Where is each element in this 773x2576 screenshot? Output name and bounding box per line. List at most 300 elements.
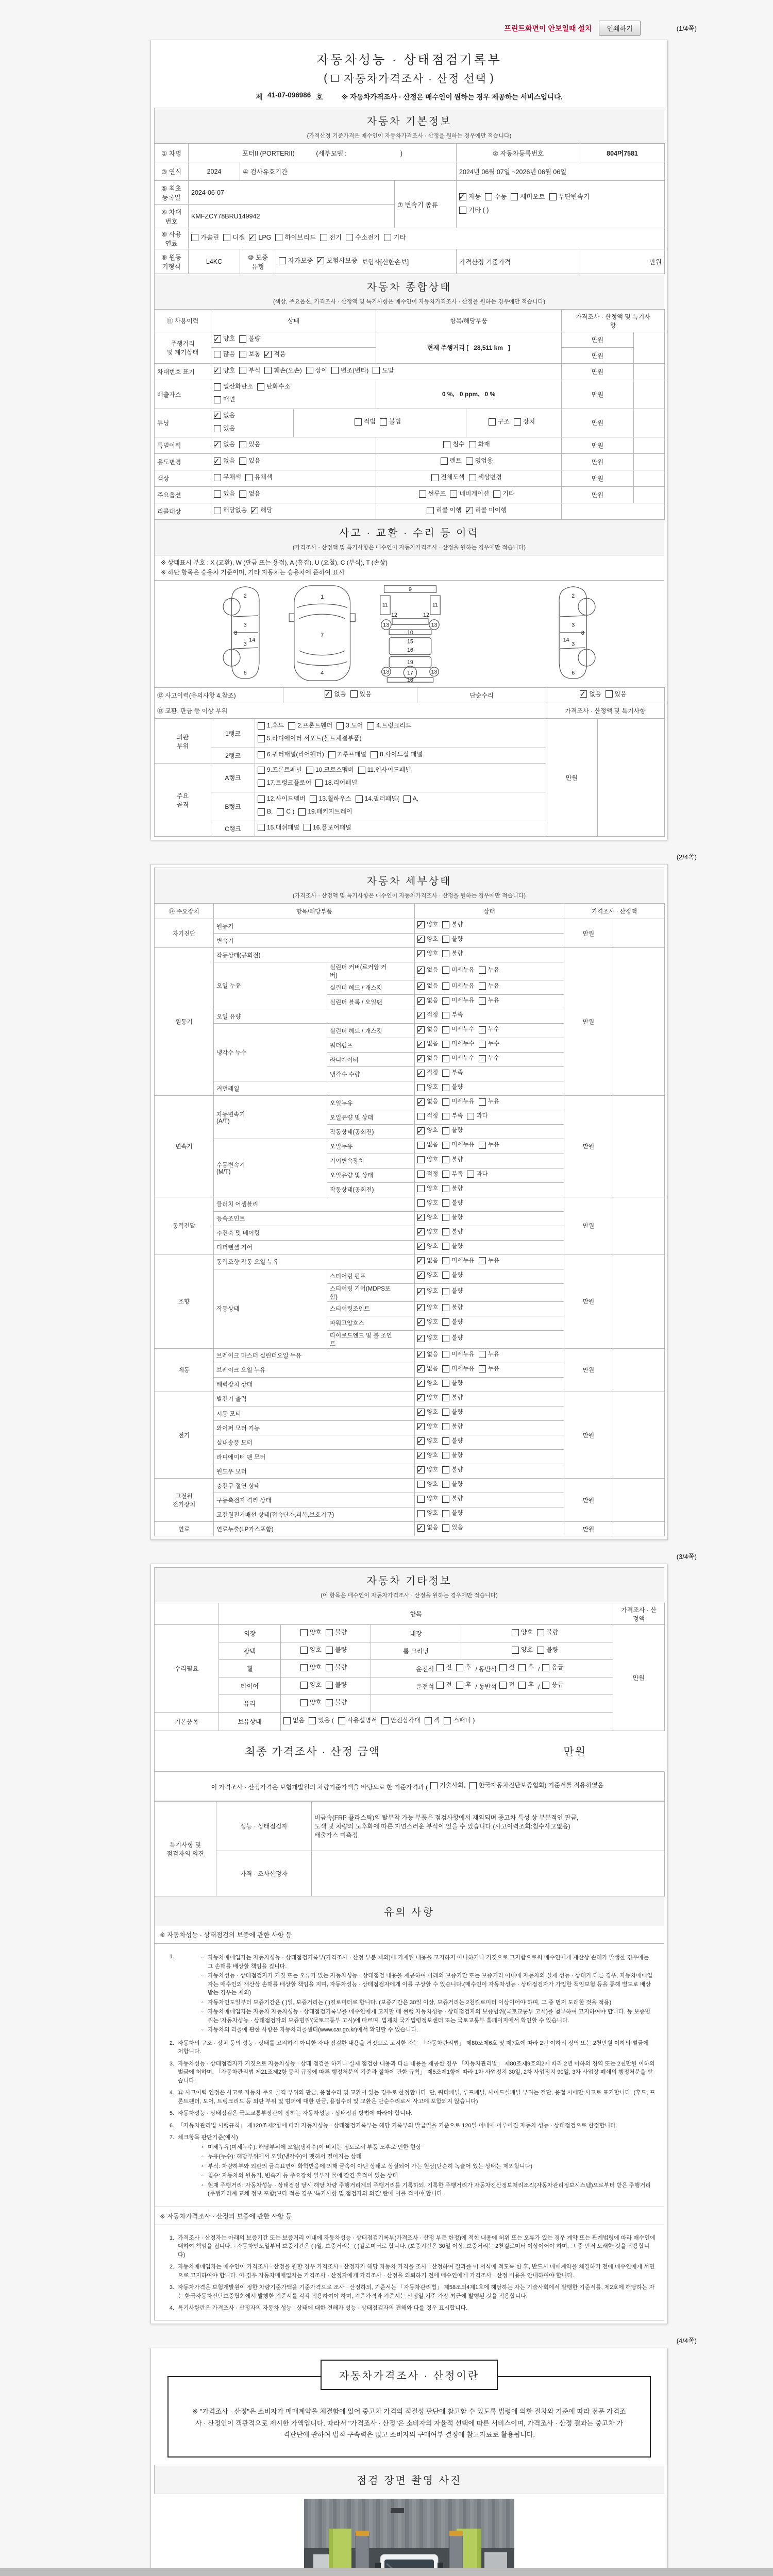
checkbox-option[interactable]: [479, 1053, 499, 1064]
checkbox-option[interactable]: [456, 1662, 472, 1673]
checkbox[interactable]: [346, 234, 353, 241]
checkbox-checked[interactable]: [417, 1257, 425, 1264]
checkbox[interactable]: [417, 1496, 425, 1503]
checkbox[interactable]: [258, 808, 265, 816]
checkbox[interactable]: [442, 1055, 449, 1062]
checkbox[interactable]: [442, 997, 449, 1005]
checkbox-option[interactable]: [459, 191, 481, 203]
checkbox[interactable]: [300, 1682, 308, 1689]
checkbox-option[interactable]: [537, 1627, 558, 1638]
checkbox-option[interactable]: [442, 1317, 463, 1328]
checkbox-option[interactable]: [442, 1522, 463, 1533]
checkbox-option[interactable]: [427, 505, 462, 516]
checkbox[interactable]: [306, 767, 313, 774]
checkbox-option[interactable]: [417, 1286, 438, 1297]
checkbox[interactable]: [479, 1098, 486, 1106]
checkbox-option[interactable]: [380, 416, 401, 428]
checkbox-option[interactable]: [442, 1494, 463, 1504]
checkbox[interactable]: [239, 490, 246, 498]
checkbox-option[interactable]: [430, 1780, 465, 1791]
checkbox-option[interactable]: [191, 232, 219, 244]
checkbox-option[interactable]: [417, 1317, 438, 1328]
checkbox-option[interactable]: [381, 1715, 421, 1726]
checkbox-checked[interactable]: [417, 1012, 425, 1019]
checkbox[interactable]: [306, 367, 313, 374]
checkbox-option[interactable]: [425, 1715, 440, 1726]
checkbox-option[interactable]: [479, 1349, 499, 1360]
checkbox[interactable]: [442, 1365, 449, 1372]
checkbox-option[interactable]: [442, 1256, 474, 1266]
checkbox[interactable]: [442, 1171, 449, 1178]
checkbox-option[interactable]: [442, 1096, 474, 1107]
checkbox-option[interactable]: [479, 1024, 499, 1035]
checkbox-option[interactable]: [214, 505, 247, 516]
checkbox-checked[interactable]: [417, 997, 425, 1005]
checkbox-option[interactable]: [442, 1155, 463, 1165]
checkbox-option[interactable]: [367, 720, 411, 732]
checkbox[interactable]: [214, 425, 221, 432]
checkbox-option[interactable]: [542, 1662, 563, 1673]
checkbox[interactable]: [442, 1437, 449, 1445]
checkbox-option[interactable]: [417, 1010, 438, 1021]
checkbox-checked[interactable]: [417, 982, 425, 990]
checkbox-option[interactable]: [417, 1479, 438, 1490]
price-select-checkbox[interactable]: [331, 75, 339, 82]
checkbox[interactable]: [442, 1510, 449, 1517]
checkbox-option[interactable]: [417, 1053, 438, 1064]
checkbox-option[interactable]: [499, 1662, 515, 1673]
checkbox-option[interactable]: [417, 1378, 438, 1389]
checkbox-option[interactable]: [417, 1096, 438, 1107]
checkbox-option[interactable]: [338, 1715, 377, 1726]
checkbox-checked[interactable]: [214, 457, 221, 465]
checkbox[interactable]: [518, 1682, 526, 1689]
checkbox-option[interactable]: [442, 1169, 463, 1180]
checkbox[interactable]: [436, 1682, 444, 1689]
checkbox-option[interactable]: [479, 1364, 499, 1375]
checkbox-checked[interactable]: [417, 1335, 425, 1342]
checkbox-checked[interactable]: [417, 921, 425, 928]
checkbox-option[interactable]: [346, 232, 380, 244]
checkbox[interactable]: [442, 1127, 449, 1134]
checkbox[interactable]: [430, 1782, 438, 1789]
checkbox-checked[interactable]: [264, 351, 272, 358]
checkbox-option[interactable]: [580, 689, 601, 700]
checkbox[interactable]: [320, 234, 327, 241]
checkbox[interactable]: [214, 351, 221, 358]
checkbox-option[interactable]: [479, 1039, 499, 1049]
checkbox-option[interactable]: [214, 394, 235, 405]
checkbox-checked[interactable]: [417, 950, 425, 957]
checkbox-option[interactable]: [417, 1465, 438, 1476]
checkbox-option[interactable]: [310, 793, 351, 805]
checkbox-option[interactable]: [442, 1450, 463, 1461]
checkbox-option[interactable]: [258, 733, 362, 744]
checkbox-option[interactable]: [384, 232, 406, 244]
checkbox-option[interactable]: [214, 423, 235, 434]
checkbox[interactable]: [326, 1682, 333, 1689]
checkbox-checked[interactable]: [417, 1304, 425, 1311]
checkbox-option[interactable]: [258, 777, 311, 789]
checkbox[interactable]: [514, 418, 521, 426]
checkbox-option[interactable]: [417, 1270, 438, 1281]
checkbox-option[interactable]: [264, 349, 285, 360]
checkbox[interactable]: [469, 1782, 477, 1789]
checkbox[interactable]: [258, 779, 265, 787]
checkbox-option[interactable]: [512, 1627, 533, 1638]
checkbox[interactable]: [427, 507, 434, 514]
checkbox[interactable]: [380, 418, 387, 426]
checkbox[interactable]: [542, 1664, 549, 1671]
checkbox-option[interactable]: [214, 439, 235, 450]
checkbox[interactable]: [310, 795, 317, 803]
checkbox-option[interactable]: [264, 365, 301, 377]
checkbox-option[interactable]: [417, 1039, 438, 1049]
checkbox-option[interactable]: [214, 333, 235, 345]
checkbox[interactable]: [442, 1012, 449, 1019]
checkbox-option[interactable]: [549, 191, 590, 203]
checkbox-option[interactable]: [442, 934, 463, 945]
checkbox-option[interactable]: [469, 472, 502, 483]
checkbox[interactable]: [459, 207, 466, 214]
checkbox[interactable]: [417, 1199, 425, 1207]
checkbox[interactable]: [315, 779, 323, 787]
checkbox[interactable]: [239, 457, 246, 465]
checkbox-option[interactable]: [417, 965, 438, 976]
checkbox-option[interactable]: [442, 1039, 474, 1049]
checkbox-option[interactable]: [417, 1364, 438, 1375]
print-button[interactable]: 인쇄하기: [599, 21, 640, 36]
checkbox[interactable]: [300, 1647, 308, 1654]
checkbox-option[interactable]: [443, 439, 464, 450]
checkbox[interactable]: [450, 490, 457, 498]
checkbox[interactable]: [275, 234, 282, 241]
checkbox[interactable]: [417, 1142, 425, 1149]
checkbox-checked[interactable]: [251, 507, 258, 514]
checkbox-option[interactable]: [355, 416, 376, 428]
checkbox-option[interactable]: [479, 1256, 499, 1266]
checkbox[interactable]: [442, 982, 449, 990]
checkbox-checked[interactable]: [417, 1380, 425, 1387]
checkbox-option[interactable]: [258, 806, 273, 818]
checkbox-checked[interactable]: [417, 1070, 425, 1077]
checkbox-option[interactable]: [417, 1302, 438, 1313]
checkbox-option[interactable]: [249, 232, 271, 244]
checkbox-option[interactable]: [283, 1715, 305, 1726]
checkbox-option[interactable]: [239, 349, 260, 360]
checkbox-option[interactable]: [442, 1393, 463, 1403]
checkbox[interactable]: [442, 1394, 449, 1401]
checkbox-option[interactable]: [485, 191, 507, 203]
checkbox[interactable]: [300, 1664, 308, 1671]
checkbox[interactable]: [442, 1496, 449, 1503]
checkbox-option[interactable]: [606, 689, 627, 700]
checkbox-option[interactable]: [419, 488, 446, 500]
checkbox-option[interactable]: [315, 777, 357, 789]
checkbox-option[interactable]: [417, 1494, 438, 1504]
checkbox[interactable]: [257, 383, 264, 391]
checkbox-option[interactable]: [417, 1169, 438, 1180]
checkbox-option[interactable]: [442, 1364, 474, 1375]
checkbox[interactable]: [214, 396, 221, 403]
checkbox[interactable]: [326, 1647, 333, 1654]
checkbox[interactable]: [309, 1717, 316, 1724]
checkbox[interactable]: [436, 1664, 444, 1671]
checkbox[interactable]: [479, 1026, 486, 1033]
checkbox-option[interactable]: [442, 1198, 463, 1209]
checkbox-option[interactable]: [442, 1436, 463, 1447]
print-install-link[interactable]: 프린트화면이 안보일때 설치: [504, 24, 592, 32]
checkbox[interactable]: [367, 722, 374, 730]
checkbox[interactable]: [191, 234, 198, 241]
checkbox-option[interactable]: [518, 1662, 534, 1673]
checkbox[interactable]: [442, 967, 449, 974]
checkbox-option[interactable]: [442, 1479, 463, 1490]
checkbox[interactable]: [442, 1026, 449, 1033]
checkbox[interactable]: [442, 1466, 449, 1473]
checkbox-checked[interactable]: [417, 1026, 425, 1033]
checkbox[interactable]: [442, 1098, 449, 1106]
checkbox-checked[interactable]: [417, 1452, 425, 1459]
checkbox-option[interactable]: [317, 255, 357, 267]
checkbox[interactable]: [518, 1664, 526, 1671]
checkbox-checked[interactable]: [417, 936, 425, 943]
checkbox-option[interactable]: [417, 995, 438, 1006]
checkbox-option[interactable]: [537, 1645, 558, 1656]
checkbox[interactable]: [479, 1055, 486, 1062]
checkbox[interactable]: [442, 921, 449, 928]
checkbox-option[interactable]: [337, 720, 363, 732]
checkbox-option[interactable]: [239, 488, 260, 500]
checkbox-checked[interactable]: [249, 234, 256, 241]
checkbox[interactable]: [442, 1318, 449, 1326]
checkbox[interactable]: [442, 1380, 449, 1387]
checkbox[interactable]: [298, 808, 306, 816]
checkbox[interactable]: [326, 1699, 333, 1706]
checkbox[interactable]: [479, 1041, 486, 1048]
checkbox-option[interactable]: [442, 1421, 463, 1432]
checkbox-checked[interactable]: [417, 1365, 425, 1372]
checkbox-option[interactable]: [442, 965, 474, 976]
checkbox-option[interactable]: [258, 793, 306, 805]
checkbox-option[interactable]: [417, 1155, 438, 1165]
checkbox[interactable]: [356, 795, 363, 803]
checkbox-checked[interactable]: [580, 690, 587, 698]
checkbox-checked[interactable]: [214, 335, 221, 343]
checkbox-option[interactable]: [466, 505, 507, 516]
checkbox[interactable]: [442, 1070, 449, 1077]
checkbox-option[interactable]: [223, 232, 245, 244]
checkbox-option[interactable]: [417, 1256, 438, 1266]
checkbox-option[interactable]: [417, 1508, 438, 1519]
checkbox[interactable]: [606, 690, 613, 698]
checkbox[interactable]: [442, 1481, 449, 1488]
checkbox-option[interactable]: [239, 455, 260, 467]
checkbox[interactable]: [469, 441, 476, 448]
checkbox-option[interactable]: [356, 793, 399, 805]
checkbox[interactable]: [442, 1304, 449, 1311]
checkbox-option[interactable]: [417, 1450, 438, 1461]
checkbox-option[interactable]: [417, 981, 438, 992]
checkbox-checked[interactable]: [417, 1524, 425, 1532]
checkbox[interactable]: [371, 751, 378, 758]
checkbox[interactable]: [442, 1335, 449, 1342]
checkbox[interactable]: [355, 418, 362, 426]
checkbox-checked[interactable]: [417, 1409, 425, 1416]
checkbox-option[interactable]: [373, 365, 394, 377]
checkbox[interactable]: [288, 722, 295, 730]
checkbox[interactable]: [384, 234, 391, 241]
checkbox-option[interactable]: [214, 381, 253, 393]
checkbox-option[interactable]: [326, 1627, 347, 1638]
checkbox[interactable]: [328, 751, 335, 758]
checkbox-option[interactable]: [518, 1680, 534, 1691]
checkbox-option[interactable]: [304, 822, 351, 834]
checkbox-checked[interactable]: [417, 1466, 425, 1473]
checkbox-checked[interactable]: [417, 1055, 425, 1062]
checkbox-option[interactable]: [456, 1680, 472, 1691]
checkbox-option[interactable]: [258, 749, 324, 760]
checkbox[interactable]: [442, 1199, 449, 1207]
checkbox-checked[interactable]: [459, 193, 466, 200]
checkbox-option[interactable]: [300, 1697, 322, 1708]
checkbox-option[interactable]: [371, 749, 423, 760]
checkbox[interactable]: [214, 474, 221, 481]
checkbox-option[interactable]: [442, 1333, 463, 1344]
checkbox[interactable]: [479, 1351, 486, 1358]
checkbox[interactable]: [442, 1272, 449, 1279]
checkbox[interactable]: [444, 1717, 451, 1724]
checkbox[interactable]: [469, 474, 476, 481]
checkbox-checked[interactable]: [325, 690, 332, 698]
checkbox-option[interactable]: [350, 689, 372, 700]
checkbox-option[interactable]: [358, 765, 411, 776]
checkbox-option[interactable]: [511, 191, 545, 203]
checkbox[interactable]: [350, 690, 358, 698]
checkbox-option[interactable]: [417, 1198, 438, 1209]
checkbox[interactable]: [441, 457, 448, 465]
checkbox-option[interactable]: [442, 1140, 474, 1150]
checkbox[interactable]: [479, 997, 486, 1005]
checkbox-checked[interactable]: [214, 412, 221, 419]
checkbox[interactable]: [258, 751, 265, 758]
checkbox-option[interactable]: [442, 920, 463, 930]
checkbox-option[interactable]: [404, 793, 418, 805]
checkbox[interactable]: [258, 795, 265, 803]
checkbox-option[interactable]: [300, 1645, 322, 1656]
checkbox-checked[interactable]: [417, 967, 425, 974]
checkbox-option[interactable]: [417, 1349, 438, 1360]
checkbox[interactable]: [442, 1452, 449, 1459]
checkbox-option[interactable]: [442, 995, 474, 1006]
checkbox-option[interactable]: [417, 1241, 438, 1252]
checkbox-option[interactable]: [442, 981, 474, 992]
checkbox-option[interactable]: [467, 1169, 488, 1180]
checkbox-option[interactable]: [326, 1662, 347, 1673]
checkbox-option[interactable]: [245, 472, 273, 483]
checkbox-option[interactable]: [479, 965, 499, 976]
checkbox-option[interactable]: [469, 1780, 604, 1791]
checkbox-checked[interactable]: [417, 1318, 425, 1326]
checkbox[interactable]: [479, 982, 486, 990]
checkbox[interactable]: [258, 735, 265, 742]
checkbox[interactable]: [442, 1228, 449, 1235]
checkbox-option[interactable]: [442, 1212, 463, 1223]
checkbox-option[interactable]: [417, 1140, 438, 1150]
checkbox[interactable]: [417, 1510, 425, 1517]
checkbox-option[interactable]: [444, 1715, 475, 1726]
checkbox-option[interactable]: [214, 349, 235, 360]
checkbox[interactable]: [417, 1481, 425, 1488]
checkbox-option[interactable]: [442, 1053, 474, 1064]
checkbox-option[interactable]: [258, 822, 299, 834]
checkbox[interactable]: [326, 1664, 333, 1671]
checkbox-checked[interactable]: [317, 257, 324, 264]
checkbox[interactable]: [419, 490, 426, 498]
checkbox-option[interactable]: [442, 1067, 463, 1078]
checkbox-option[interactable]: [417, 948, 438, 959]
checkbox-option[interactable]: [331, 365, 368, 377]
checkbox-option[interactable]: [214, 455, 235, 467]
checkbox-option[interactable]: [442, 1183, 463, 1194]
checkbox-option[interactable]: [326, 1645, 347, 1656]
checkbox-option[interactable]: [298, 806, 352, 818]
checkbox-option[interactable]: [306, 765, 354, 776]
checkbox[interactable]: [331, 367, 339, 374]
checkbox-option[interactable]: [459, 205, 489, 216]
checkbox-option[interactable]: [442, 1378, 463, 1389]
checkbox-option[interactable]: [431, 472, 464, 483]
checkbox-option[interactable]: [417, 1024, 438, 1035]
checkbox-checked[interactable]: [417, 1423, 425, 1430]
checkbox[interactable]: [442, 936, 449, 943]
checkbox[interactable]: [326, 1629, 333, 1636]
checkbox-option[interactable]: [300, 1627, 322, 1638]
checkbox[interactable]: [417, 1084, 425, 1091]
checkbox-option[interactable]: [417, 1393, 438, 1403]
checkbox-option[interactable]: [450, 488, 489, 500]
checkbox[interactable]: [537, 1629, 544, 1636]
checkbox-option[interactable]: [417, 1212, 438, 1223]
checkbox[interactable]: [442, 1041, 449, 1048]
checkbox-checked[interactable]: [417, 1272, 425, 1279]
checkbox[interactable]: [512, 1629, 519, 1636]
checkbox[interactable]: [442, 1257, 449, 1264]
checkbox[interactable]: [245, 474, 253, 481]
checkbox-option[interactable]: [257, 381, 290, 393]
checkbox-option[interactable]: [442, 1407, 463, 1418]
checkbox[interactable]: [442, 1524, 449, 1532]
checkbox[interactable]: [258, 824, 265, 831]
checkbox[interactable]: [499, 1682, 507, 1689]
checkbox-option[interactable]: [442, 1241, 463, 1252]
checkbox[interactable]: [214, 507, 221, 514]
checkbox-option[interactable]: [417, 1333, 438, 1344]
checkbox-option[interactable]: [499, 1680, 515, 1691]
checkbox[interactable]: [358, 767, 365, 774]
checkbox[interactable]: [442, 1142, 449, 1149]
checkbox-option[interactable]: [258, 765, 302, 776]
checkbox[interactable]: [442, 1423, 449, 1430]
checkbox[interactable]: [479, 1142, 486, 1149]
checkbox-option[interactable]: [417, 1436, 438, 1447]
checkbox-checked[interactable]: [214, 367, 221, 374]
checkbox-option[interactable]: [417, 934, 438, 945]
checkbox[interactable]: [417, 1113, 425, 1120]
checkbox[interactable]: [442, 1084, 449, 1091]
checkbox[interactable]: [264, 367, 272, 374]
checkbox[interactable]: [542, 1682, 549, 1689]
